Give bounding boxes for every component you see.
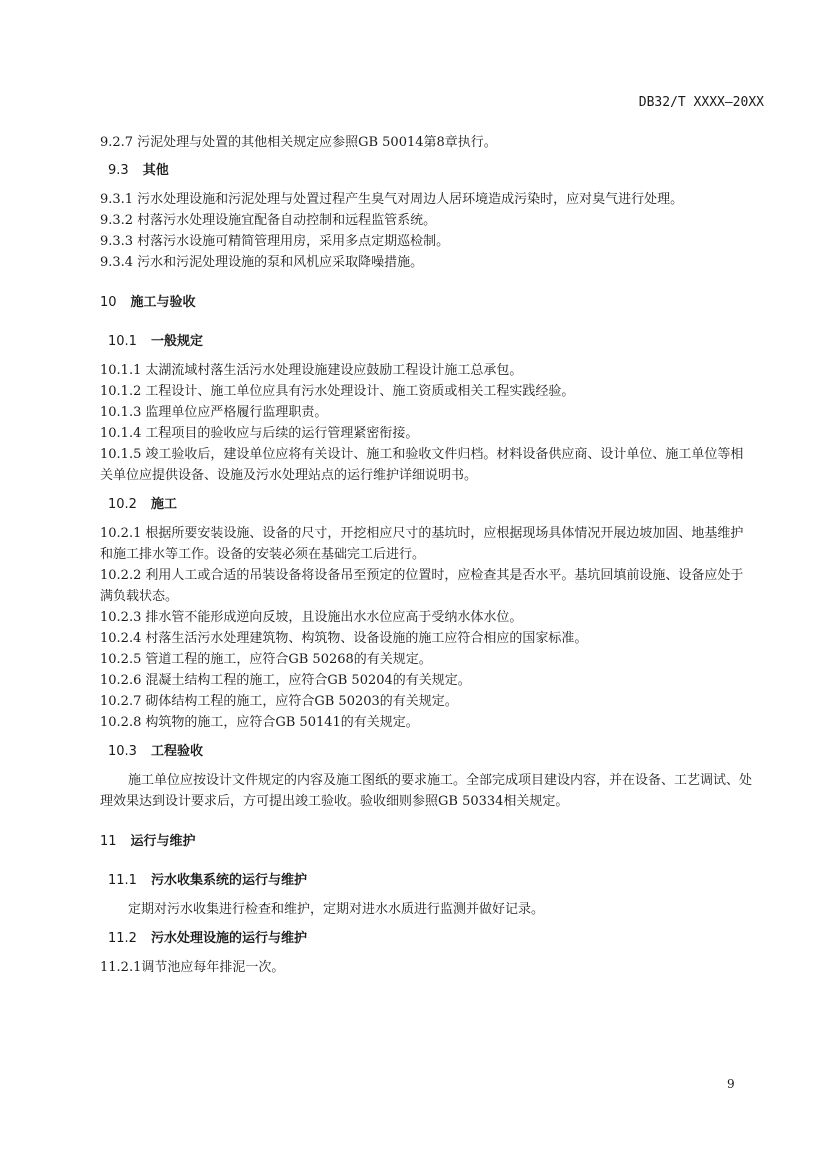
clause-11-2-1: 11.2.1调节池应每年排泥一次。 (100, 960, 285, 975)
page-number: 9 (727, 1077, 735, 1091)
clause-10-2-4: 10.2.4 村落生活污水处理建筑物、构筑物、设备设施的施工应符合相应的国家标准。 (100, 631, 588, 646)
document-code: DB32/T XXXX—20XX (638, 95, 764, 110)
clause-9-3-4: 9.3.4 污水和污泥处理设施的泵和风机应采取降噪措施。 (100, 255, 424, 270)
section-heading-10-2: 10.2 施工 (108, 497, 177, 512)
clause-9-3-2: 9.3.2 村落污水处理设施宜配备自动控制和远程监管系统。 (100, 213, 437, 228)
clause-10-2-7: 10.2.7 砌体结构工程的施工，应符合GB 50203的有关规定。 (100, 694, 458, 709)
clause-10-1-2: 10.1.2 工程设计、施工单位应具有污水处理设计、施工资质或相关工程实践经验。 (100, 384, 575, 399)
clause-9-2-7: 9.2.7 污泥处理与处置的其他相关规定应参照GB 50014第8章执行。 (100, 135, 497, 150)
section-heading-10-1: 10.1 一般规定 (108, 334, 203, 349)
clause-9-3-1: 9.3.1 污水处理设施和污泥处理与处置过程产生臭气对周边人居环境造成污染时，应对臭气进行处理。 (100, 192, 684, 207)
clause-10-2-3: 10.2.3 排水管不能形成逆向反坡，且设施出水水位应高于受纳水体水位。 (100, 610, 523, 625)
clause-9-3-3: 9.3.3 村落污水设施可精简管理用房，采用多点定期巡检制。 (100, 234, 450, 249)
clause-10-2-1: 10.2.1 根据所要安装设施、设备的尺寸，开挖相应尺寸的基坑时，应根据现场具体情况开展边坡加固、地基维护和施工排水等工作。设备的安装必须在基础完工后进行。 (100, 526, 744, 562)
paragraph-collection-maintenance: 定期对污水收集进行检查和维护，定期对进水水质进行监测并做好记录。 (128, 902, 545, 917)
clause-10-1-5: 10.1.5 竣工验收后，建设单位应将有关设计、施工和验收文件归档。材料设备供应商、设计单位、施工单位等相关单位应提供设备、设施及污水处理站点的运行维护详细说明书。 (100, 447, 744, 483)
clause-10-2-8: 10.2.8 构筑物的施工，应符合GB 50141的有关规定。 (100, 715, 419, 730)
paragraph-acceptance: 施工单位应按设计文件规定的内容及施工图纸的要求施工。全部完成项目建设内容，并在设备、工艺调试、处理效果达到设计要求后，方可提出竣工验收。验收细则参照GB 50334相关规定。 (100, 773, 753, 809)
clause-10-1-3: 10.1.3 监理单位应严格履行监理职责。 (100, 405, 328, 420)
chapter-heading-10: 10 施工与验收 (100, 295, 196, 310)
clause-10-1-4: 10.1.4 工程项目的验收应与后续的运行管理紧密衔接。 (100, 426, 419, 441)
section-heading-11-1: 11.1 污水收集系统的运行与维护 (108, 873, 307, 888)
section-heading-10-3: 10.3 工程验收 (108, 744, 203, 759)
clause-10-2-6: 10.2.6 混凝土结构工程的施工，应符合GB 50204的有关规定。 (100, 673, 471, 688)
section-heading-11-2: 11.2 污水处理设施的运行与维护 (108, 931, 307, 946)
clause-10-2-5: 10.2.5 管道工程的施工，应符合GB 50268的有关规定。 (100, 652, 432, 667)
document-body (100, 132, 756, 978)
section-heading-9-3: 9.3 其他 (108, 163, 169, 178)
chapter-heading-11: 11 运行与维护 (100, 834, 196, 849)
clause-10-1-1: 10.1.1 太湖流域村落生活污水处理设施建设应鼓励工程设计施工总承包。 (100, 363, 523, 378)
clause-10-2-2: 10.2.2 利用人工或合适的吊装设备将设备吊至预定的位置时，应检查其是否水平。基坑回填前设施、设备应处于满负载状态。 (100, 568, 744, 604)
